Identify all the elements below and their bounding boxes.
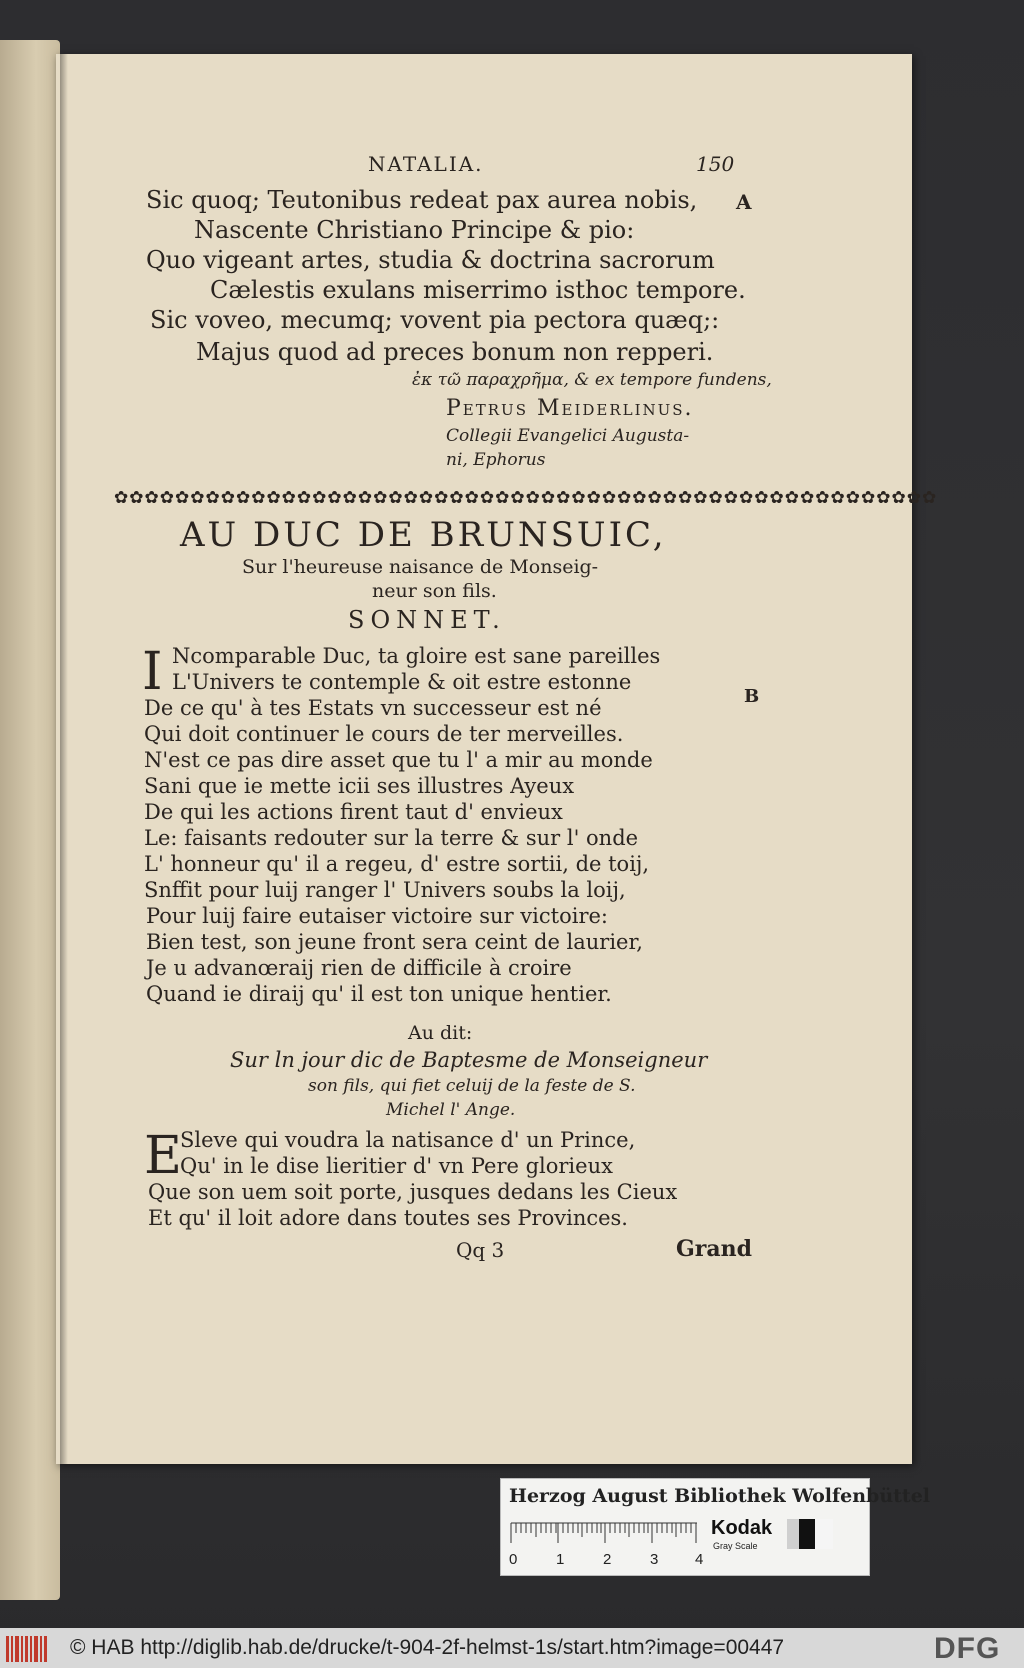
kodak-logo: Kodak [711, 1517, 773, 1539]
sonnet-line: Le: faisants redouter sur la terre & sur l' onde [144, 826, 639, 850]
sonnet-line: Snffit pour luij ranger l' Univers soubs la loij, [144, 878, 626, 902]
sonnet-line: De qui les actions firent taut d' envieux [144, 800, 563, 824]
drop-capital: E [144, 1126, 182, 1186]
second-title: Michel l' Ange. [386, 1100, 516, 1120]
sonnet-line: L'Univers te contemple & oit estre estonne [172, 670, 632, 694]
ornament-divider: ✿✿✿✿✿✿✿✿✿✿✿✿✿✿✿✿✿✿✿✿✿✿✿✿✿✿✿✿✿✿✿✿✿✿✿✿✿✿✿✿✿✿✿✿✿✿✿✿✿✿✿✿✿✿ [114, 488, 938, 508]
margin-letter-b: B [744, 686, 760, 707]
signature-mark: Qq 3 [456, 1238, 505, 1262]
drop-capital: I [142, 642, 163, 702]
ruler-number: 3 [650, 1551, 659, 1568]
subscription-line: ἐκ τῶ παραχρῆμα, & ex tempore fundens, [412, 370, 772, 390]
sonnet-line: Quand ie diraij qu' il est ton unique hentier. [146, 982, 612, 1006]
sonnet-line: De ce qu' à tes Estats vn successeur est né [144, 696, 602, 720]
folio-number: 150 [696, 152, 735, 176]
second-poem-line: Qu' in le dise lieritier d' vn Pere glorieux [180, 1154, 613, 1178]
au-dit-heading: Au dit: [408, 1022, 473, 1044]
poem-title: AU DUC DE BRUNSUIC, [180, 515, 667, 555]
ruler-number: 0 [509, 1551, 518, 1568]
catchword: Grand [676, 1236, 753, 1262]
ruler-icon [511, 1521, 697, 1545]
author-title: ni, Ephorus [446, 450, 546, 470]
sonnet-line: Bien test, son jeune front sera ceint de laurier, [146, 930, 643, 954]
author-name: Petrus Meiderlinus. [446, 396, 694, 421]
library-name: Herzog August Bibliothek Wolfenbüttel [509, 1485, 930, 1507]
poem-subtitle: Sur l'heureuse naisance de Monseig- [242, 556, 599, 578]
sonnet-line: Qui doit continuer le cours de ter merveilles. [144, 722, 624, 746]
gray-scale-label: Gray Scale [713, 1541, 758, 1551]
latin-verse: Majus quod ad preces bonum non repperi. [196, 338, 714, 366]
poem-subtitle: neur son fils. [372, 580, 497, 602]
ruler-number: 1 [556, 1551, 565, 1568]
sonnet-line: Je u advanœraij rien de difficile à croire [146, 956, 572, 980]
gray-patch-icon [787, 1519, 833, 1549]
running-head: NATALIA. [368, 152, 484, 176]
footer-bar [0, 1628, 1024, 1668]
latin-verse: Nascente Christiano Principe & pio: [194, 216, 635, 244]
book-page [56, 54, 938, 1464]
sonnet-line: Ncomparable Duc, ta gloire est sane pareilles [172, 644, 661, 668]
sonnet-line: N'est ce pas dire asset que tu l' a mir au monde [144, 748, 653, 772]
author-title: Collegii Evangelici Augusta- [446, 426, 690, 446]
sonnet-heading: SONNET. [348, 606, 506, 634]
color-scale-card [500, 1478, 930, 1576]
ruler-number: 4 [695, 1551, 704, 1568]
sonnet-line: L' honneur qu' il a regeu, d' estre sortii, de toij, [144, 852, 650, 876]
sonnet-line: Sani que ie mette icii ses illustres Ayeux [144, 774, 575, 798]
second-title: son fils, qui fiet celuij de la feste de S. [308, 1076, 636, 1096]
ruler-numbers [509, 1551, 709, 1571]
latin-verse: Sic quoq; Teutonibus redeat pax aurea nobis, [146, 186, 698, 214]
second-poem-line: Et qu' il loit adore dans toutes ses Provinces. [148, 1206, 628, 1230]
sonnet-line: Pour luij faire eutaiser victoire sur victoire: [146, 904, 608, 928]
second-title: Sur ln jour dic de Baptesme de Monseigneur [230, 1048, 708, 1072]
second-poem-line: Que son uem soit porte, jusques dedans les Cieux [148, 1180, 678, 1204]
dfg-logo: DFG [934, 1632, 1001, 1665]
margin-letter-a: A [736, 190, 752, 214]
latin-verse: Sic voveo, mecumq; vovent pia pectora quæq;: [150, 306, 720, 334]
source-url[interactable]: © HAB http://diglib.hab.de/drucke/t-904-2f-helmst-1s/start.htm?image=00447 [70, 1636, 785, 1659]
second-poem-line: Sleve qui voudra la natisance d' un Prince, [180, 1128, 636, 1152]
latin-verse: Cælestis exulans miserrimo isthoc tempore. [210, 276, 746, 304]
page-gutter-shadow [60, 54, 68, 1464]
previous-page-edge [0, 40, 60, 1600]
latin-verse: Quo vigeant artes, studia & doctrina sacrorum [146, 246, 715, 274]
barcode-icon [6, 1636, 50, 1662]
ruler-number: 2 [603, 1551, 612, 1568]
